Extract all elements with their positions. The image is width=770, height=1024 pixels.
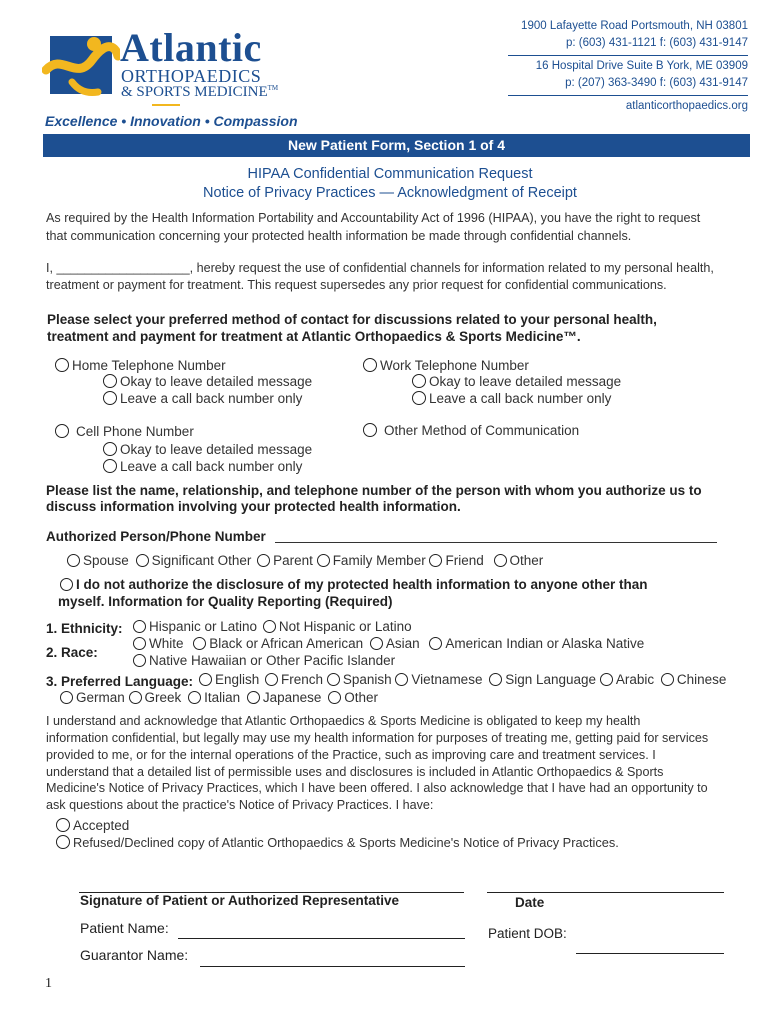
section-banner-text: New Patient Form, Section 1 of 4 xyxy=(287,137,506,153)
language-other[interactable] xyxy=(328,690,378,705)
language-italian[interactable] xyxy=(188,690,240,705)
white-radio[interactable] xyxy=(133,637,146,650)
race-label: 2. Race: xyxy=(46,645,98,660)
work-detailed-radio[interactable] xyxy=(412,374,426,388)
address-divider-2 xyxy=(508,95,748,96)
tagline: Excellence • Innovation • Compassion xyxy=(45,113,298,129)
language-label: 3. Preferred Language: xyxy=(46,674,194,689)
other-relationship-label: Other xyxy=(509,553,544,568)
logo-line3 xyxy=(121,84,278,101)
cell-callback-option[interactable] xyxy=(103,459,302,474)
cell-phone-label: Cell Phone Number xyxy=(76,424,194,439)
american-indian-label: American Indian or Alaska Native xyxy=(445,636,645,651)
japanese-radio[interactable] xyxy=(247,691,260,704)
other-language-label: Other xyxy=(344,690,378,705)
cell-callback-radio[interactable] xyxy=(103,459,117,473)
home-callback-label: Leave a call back number only xyxy=(120,391,303,406)
acknowledge-line4: understand that a detailed list of permissible uses and disclosures is included in Atlantic Orthopaedics & Sports xyxy=(46,765,664,779)
other-method-option[interactable] xyxy=(363,423,579,438)
address-loc2-phone: p: (207) 363-3490 f: (603) 431-9147 xyxy=(565,77,748,89)
chinese-radio[interactable] xyxy=(661,673,674,686)
white-label: White xyxy=(149,636,184,651)
parent-radio[interactable] xyxy=(257,554,270,567)
intro-p1-line2: that communication concerning your protected health information be made through confidential channels. xyxy=(46,229,632,243)
patient-name-label: Patient Name: xyxy=(80,920,169,936)
significant-other-radio[interactable] xyxy=(136,554,149,567)
chinese-label: Chinese xyxy=(676,672,727,687)
spanish-label: Spanish xyxy=(342,672,392,687)
logo-name: Atlantic xyxy=(120,25,262,70)
work-callback-radio[interactable] xyxy=(412,391,426,405)
refused-label: Refused/Declined copy of Atlantic Orthopaedics & Sports Medicine's Notice of Privacy Practices. xyxy=(73,835,619,850)
ethnicity-hispanic[interactable] xyxy=(133,619,257,634)
other-relationship-radio[interactable] xyxy=(494,554,507,567)
not-hispanic-radio[interactable] xyxy=(263,620,276,633)
date-label: Date xyxy=(515,895,545,910)
refused-radio[interactable] xyxy=(56,835,70,849)
home-detailed-radio[interactable] xyxy=(103,374,117,388)
language-chinese[interactable] xyxy=(661,672,727,687)
address-loc1-street: 1900 Lafayette Road Portsmouth, NH 03801 xyxy=(521,20,748,32)
form-subtitle: Notice of Privacy Practices — Acknowledgment of Receipt xyxy=(203,185,577,201)
ethnicity-label: 1. Ethnicity: xyxy=(46,621,123,636)
sign-language-radio[interactable] xyxy=(489,673,502,686)
acknowledge-line3: provided to me, or for the internal operations of the Practice, such as improving care and treatment services. I xyxy=(46,748,656,762)
guarantor-name-label: Guarantor Name: xyxy=(80,947,189,963)
english-label: English xyxy=(215,672,260,687)
language-french[interactable] xyxy=(265,672,323,687)
parent-label: Parent xyxy=(273,553,313,568)
race-american-indian[interactable] xyxy=(429,636,644,651)
authorize-heading-line2: discuss information involving your protected health information. xyxy=(46,499,461,514)
home-detailed-label: Okay to leave detailed message xyxy=(120,374,313,389)
relationship-options xyxy=(67,553,543,568)
authorized-person-label: Authorized Person/Phone Number xyxy=(46,529,266,544)
ethnicity-not-hispanic[interactable] xyxy=(263,619,412,634)
home-detailed-option[interactable] xyxy=(103,374,312,389)
relationship-significant-other[interactable] xyxy=(136,553,252,568)
spouse-label: Spouse xyxy=(83,553,129,568)
language-english[interactable] xyxy=(199,672,259,687)
logo xyxy=(42,25,302,108)
section-banner xyxy=(43,134,750,157)
family-member-radio[interactable] xyxy=(317,554,330,567)
language-sign[interactable] xyxy=(489,672,596,687)
work-phone-radio[interactable] xyxy=(363,358,377,372)
authorized-person-field[interactable] xyxy=(275,530,717,543)
language-options-row1 xyxy=(199,672,726,687)
work-detailed-option[interactable] xyxy=(412,374,621,389)
arabic-label: Arabic xyxy=(615,672,655,687)
asian-label: Asian xyxy=(385,636,420,651)
native-hawaiian-label: Native Hawaiian or Other Pacific Islander xyxy=(149,653,396,668)
work-phone-label: Work Telephone Number xyxy=(380,358,529,373)
friend-radio[interactable] xyxy=(429,554,442,567)
race-options-row2 xyxy=(133,653,395,668)
logo-line2: ORTHOPAEDICS xyxy=(121,66,262,86)
italian-radio[interactable] xyxy=(188,691,201,704)
work-callback-label: Leave a call back number only xyxy=(429,391,612,406)
page-number: 1 xyxy=(45,976,52,991)
french-label: French xyxy=(281,672,324,687)
signature-label: Signature of Patient or Authorized Representative xyxy=(80,893,400,908)
cell-phone-radio[interactable] xyxy=(55,424,69,438)
logo-head xyxy=(87,37,101,51)
cell-phone-option[interactable] xyxy=(55,424,194,439)
family-member-label: Family Member xyxy=(332,553,426,568)
signature-field[interactable] xyxy=(79,876,464,893)
work-callback-option[interactable] xyxy=(412,391,611,406)
work-phone-option[interactable] xyxy=(363,358,529,373)
cell-callback-label: Leave a call back number only xyxy=(120,459,303,474)
other-language-radio[interactable] xyxy=(328,691,341,704)
other-method-radio[interactable] xyxy=(363,423,377,437)
quality-reporting-heading: myself. Information for Quality Reporting (Required) xyxy=(58,594,393,609)
accepted-option[interactable] xyxy=(56,818,129,833)
relationship-family-member[interactable] xyxy=(317,553,426,568)
acknowledge-line6: ask questions about the practice's Notice of Privacy Practices. I have: xyxy=(46,798,434,812)
relationship-other[interactable] xyxy=(494,553,544,568)
greek-radio[interactable] xyxy=(129,691,142,704)
address-divider-1 xyxy=(508,55,748,56)
english-radio[interactable] xyxy=(199,673,212,686)
home-phone-radio[interactable] xyxy=(55,358,69,372)
logo-line3-text: & SPORTS MEDICINE xyxy=(121,84,268,100)
race-white[interactable] xyxy=(133,636,184,651)
race-options-row1 xyxy=(133,636,644,651)
home-phone-label: Home Telephone Number xyxy=(72,358,226,373)
asian-radio[interactable] xyxy=(370,637,383,650)
acknowledge-line5: Medicine's Notice of Privacy Practices, which I have been offered. I also acknowledge that I have had an opportunity to xyxy=(46,781,708,795)
language-spanish[interactable] xyxy=(327,672,392,687)
spouse-radio[interactable] xyxy=(67,554,80,567)
contact-heading-line2: treatment and payment for treatment at Atlantic Orthopaedics & Sports Medicine™. xyxy=(47,329,581,344)
home-callback-radio[interactable] xyxy=(103,391,117,405)
no-authorization-text: I do not authorize the disclosure of my protected health information to anyone other than xyxy=(76,577,648,592)
logo-gold-rule xyxy=(152,104,180,106)
runner-logo-icon xyxy=(42,30,120,100)
date-field[interactable] xyxy=(487,876,724,893)
work-detailed-label: Okay to leave detailed message xyxy=(429,374,622,389)
intro-p1-line1: As required by the Health Information Portability and Accountability Act of 1996 (HIPAA), you have the right to request xyxy=(46,211,701,225)
patient-dob-field[interactable] xyxy=(576,937,724,954)
not-hispanic-label: Not Hispanic or Latino xyxy=(278,619,412,634)
website-link[interactable]: atlanticorthopaedics.org xyxy=(625,100,748,112)
native-hawaiian-radio[interactable] xyxy=(133,654,146,667)
hispanic-label: Hispanic or Latino xyxy=(149,619,258,634)
patient-dob-label: Patient DOB: xyxy=(488,926,567,941)
race-asian[interactable] xyxy=(370,636,420,651)
contact-heading-line1: Please select your preferred method of contact for discussions related to your personal health, xyxy=(47,312,657,327)
no-authorization-option[interactable] xyxy=(60,577,648,592)
address-loc1-phone: p: (603) 431-1121 f: (603) 431-9147 xyxy=(566,37,748,49)
language-greek[interactable] xyxy=(129,690,182,705)
arabic-radio[interactable] xyxy=(600,673,613,686)
acknowledge-line1: I understand and acknowledge that Atlantic Orthopaedics & Sports Medicine is obligated to keep my health xyxy=(46,714,641,728)
american-indian-radio[interactable] xyxy=(429,637,442,650)
accepted-label: Accepted xyxy=(73,818,130,833)
accepted-radio[interactable] xyxy=(56,818,70,832)
cell-detailed-label: Okay to leave detailed message xyxy=(120,442,313,457)
intro-p2-line2: treatment or payment for treatment. This request supersedes any prior request for confidential communications. xyxy=(46,278,667,292)
address-loc2-street: 16 Hospital Drive Suite B York, ME 03909 xyxy=(535,60,748,72)
form-title: HIPAA Confidential Communication Request xyxy=(247,166,533,182)
hispanic-radio[interactable] xyxy=(133,620,146,633)
spanish-radio[interactable] xyxy=(327,673,340,686)
cell-detailed-radio[interactable] xyxy=(103,442,117,456)
language-vietnamese[interactable] xyxy=(395,672,482,687)
authorize-heading-line1: Please list the name, relationship, and telephone number of the person with whom you authorize us to xyxy=(46,483,702,498)
friend-label: Friend xyxy=(445,553,484,568)
japanese-label: Japanese xyxy=(262,690,322,705)
german-radio[interactable] xyxy=(60,691,73,704)
sign-language-label: Sign Language xyxy=(505,672,597,687)
race-black[interactable] xyxy=(193,636,363,651)
acknowledge-line2: information confidential, but legally may use my health information for purposes of treating me, getting paid for services xyxy=(46,731,709,745)
race-native-hawaiian[interactable] xyxy=(133,653,395,668)
vietnamese-label: Vietnamese xyxy=(411,672,483,687)
black-label: Black or African American xyxy=(209,636,364,651)
language-german[interactable] xyxy=(60,690,125,705)
vietnamese-radio[interactable] xyxy=(395,673,408,686)
significant-other-label: Significant Other xyxy=(151,553,252,568)
relationship-friend[interactable] xyxy=(429,553,483,568)
greek-label: Greek xyxy=(144,690,182,705)
home-callback-option[interactable] xyxy=(103,391,302,406)
relationship-spouse[interactable] xyxy=(67,553,129,568)
language-arabic[interactable] xyxy=(600,672,654,687)
black-radio[interactable] xyxy=(193,637,206,650)
guarantor-name-field[interactable] xyxy=(200,950,465,967)
home-phone-option[interactable] xyxy=(55,358,226,373)
patient-name-field[interactable] xyxy=(178,922,465,939)
language-options-row2 xyxy=(60,690,378,705)
logo-tm: TM xyxy=(267,84,279,92)
intro-p2-line1: I, ___________________, hereby request the use of confidential channels for information related to my personal health, xyxy=(46,261,714,275)
french-radio[interactable] xyxy=(265,673,278,686)
cell-detailed-option[interactable] xyxy=(103,442,312,457)
refused-option[interactable] xyxy=(56,835,619,850)
relationship-parent[interactable] xyxy=(257,553,313,568)
italian-label: Italian xyxy=(204,690,241,705)
ethnicity-options xyxy=(133,619,412,634)
german-label: German xyxy=(76,690,125,705)
no-authorization-radio[interactable] xyxy=(60,578,73,591)
language-japanese[interactable] xyxy=(247,690,322,705)
other-method-label: Other Method of Communication xyxy=(384,423,580,438)
